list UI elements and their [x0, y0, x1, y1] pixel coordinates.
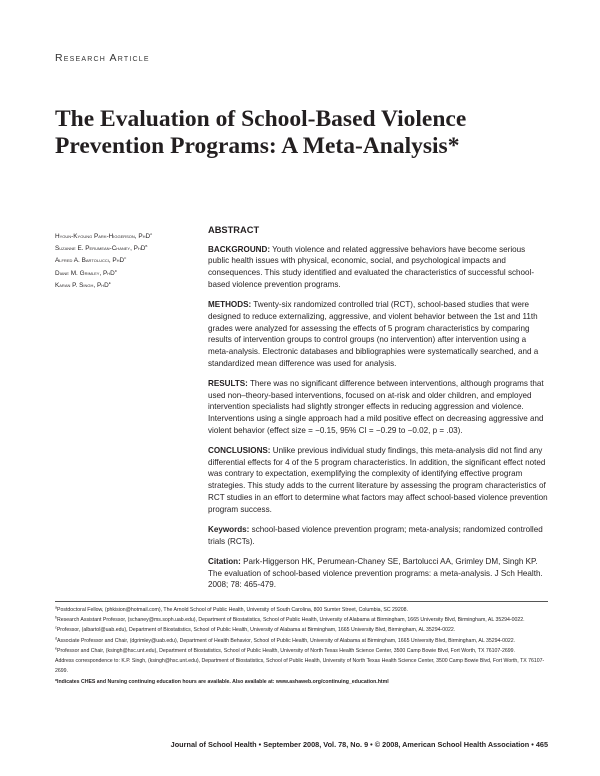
abstract-keywords: [208, 524, 548, 547]
continuing-education-note: *Indicates CHES and Nursing continuing education hours are available. Also available at: www.ashaweb.org/continuing_education.html: [55, 679, 389, 686]
section-text: Unlike previous individual study findings, this meta-analysis did not find any differential effects for 4 of the 5 program characteristics. In addition, the significant effect noted was contrary to expectation, exemplifying the complexity of identifying effective program strategies. This study adds to the current literature by assessing the program characteristics of RCT studies in an effort to determine what factors may affect school-based violence prevention program success.: [208, 446, 548, 514]
section-label-citation: Citation:: [208, 556, 241, 566]
author-affiliation-mark: a: [150, 230, 153, 236]
abstract-background: [208, 244, 548, 291]
abstract-heading: ABSTRACT: [208, 225, 260, 235]
footnote-text: Professor and Chair, (ksingh@hsc.unt.edu), Department of Biostatistics, School of Public Health, University of North Texas Health Science Center, 3500 Camp Bowie Blvd, Fort Worth, TX 76107-2699.: [57, 647, 515, 654]
footnote: [55, 636, 550, 646]
section-label-keywords: Keywords:: [208, 524, 250, 534]
author-affiliation-mark: b: [145, 243, 148, 249]
footnote-mark: d: [55, 635, 58, 640]
journal-footer: Journal of School Health • September 2008, Vol. 78, No. 9 • © 2008, American School Health Association • 465: [170, 740, 548, 749]
footnote-mark: e: [55, 646, 58, 651]
footnote-mark: b: [55, 615, 58, 620]
footnote: [55, 625, 550, 635]
author-name: Alfred A. Bartolucci, PhD: [55, 257, 125, 265]
title-line: The Evaluation of School-Based Violence: [55, 106, 467, 132]
section-label-conclusions: CONCLUSIONS:: [208, 446, 271, 456]
footnotes: [55, 605, 550, 688]
author: [55, 255, 195, 267]
footnote-text: Associate Professor and Chair, (dgrimley@uab.edu), Department of Health Behavior, School of Public Health, University of Alabama at Birmingham, 1665 University Blvd, Birmingham, AL 35294-0022.: [57, 637, 516, 644]
footnote-mark: a: [55, 605, 58, 610]
section-text: school-based violence prevention program; meta-analysis; randomized controlled trials (RCTs).: [208, 524, 543, 546]
section-text: There was no significant difference between interventions, although programs that used non–theory-based interventions, focused on at-risk and older children, and employed intervention specialists had slightly stronger effects in reducing aggression and violence. Interventions using a single approach had a mild positive effect on decreasing aggressive and violent behavior (effect size = −0.15, 95% CI = −0.29 to −0.02, p = .03).: [208, 378, 544, 435]
correspondence: Address correspondence to: K.P. Singh, (ksingh@hsc.unt.edu), Department of Biostatistics, School of Public Health, University of North Texas Health Science Center, 3500 Camp Bowie Blvd, Fort Worth, TX 76107-2699.: [55, 658, 545, 675]
abstract: [208, 225, 548, 600]
abstract-results: [208, 378, 548, 437]
author-affiliation-mark: e: [108, 279, 111, 285]
footnote-mark: c: [55, 625, 57, 630]
footnote-text: Research Assistant Professor, (schaney@ms.soph.uab.edu), Department of Biostatistics, School of Public Health, University of Alabama at Birmingham, 1665 University Blvd, Birmingham, AL 35294-0022.: [57, 617, 525, 624]
author-list: [55, 231, 195, 292]
author-name: Diane M. Grimley, PhD: [55, 269, 115, 277]
author-name: Karan P. Singh, PhD: [55, 281, 109, 289]
author: [55, 280, 195, 292]
section-text: Park-Higgerson HK, Perumean-Chaney SE, Bartolucci AA, Grimley DM, Singh KP. The evaluation of school-based violence prevention programs: a meta-analysis. J Sch Health. 2008; 78: 465-479.: [208, 556, 543, 590]
author: [55, 231, 195, 243]
abstract-conclusions: [208, 445, 548, 515]
footnote: [55, 605, 550, 615]
footnote: [55, 646, 550, 656]
abstract-citation: [208, 556, 548, 591]
author-affiliation-mark: c: [124, 255, 127, 261]
article-title: [55, 106, 555, 160]
title-line: Prevention Programs: A Meta-Analysis*: [55, 133, 460, 159]
author-name: Suzanne E. Perumean-Chaney, PhD: [55, 245, 146, 253]
section-label: Research Article: [55, 52, 150, 64]
footnote-divider: [55, 601, 548, 602]
author: [55, 243, 195, 255]
author-name: Hyoun-Kyoung Park-Higgerson, PhD: [55, 233, 151, 240]
footnote-text: Professor, (albartol@uab.edu), Department of Biostatistics, School of Public Health, University of Alabama at Birmingham, 1665 University Blvd, Birmingham, AL 35294-0022.: [56, 627, 456, 634]
footnote-text: Postdoctoral Fellow, (phkision@hotmail.com), The Arnold School of Public Health, University of South Carolina, 800 Sumter Street, Columbia, SC 29208.: [57, 607, 408, 613]
section-text: Youth violence and related aggressive behaviors have become serious public health issues with physical, economic, social, and psychological impacts and consequences. This study identified and evaluated the characteristics of successful school-based violence prevention programs.: [208, 244, 535, 289]
section-label-background: BACKGROUND:: [208, 244, 271, 254]
section-text: Twenty-six randomized controlled trial (RCT), school-based studies that were designed to reduce externalizing, aggressive, and violent behavior between the 1st and 11th grades were analyzed for assessing the effects of 5 program characteristics by comparing results of intervention groups to control groups (no intervention) after intervention using a meta-analysis. Electronic databases and bibliographies were systematically searched, and a standardized mean difference was used for analysis.: [208, 300, 539, 368]
section-label-results: RESULTS:: [208, 378, 248, 388]
section-label-methods: METHODS:: [208, 300, 252, 310]
abstract-methods: [208, 299, 548, 369]
author: [55, 268, 195, 280]
footnote: [55, 615, 550, 625]
author-affiliation-mark: d: [114, 267, 117, 273]
